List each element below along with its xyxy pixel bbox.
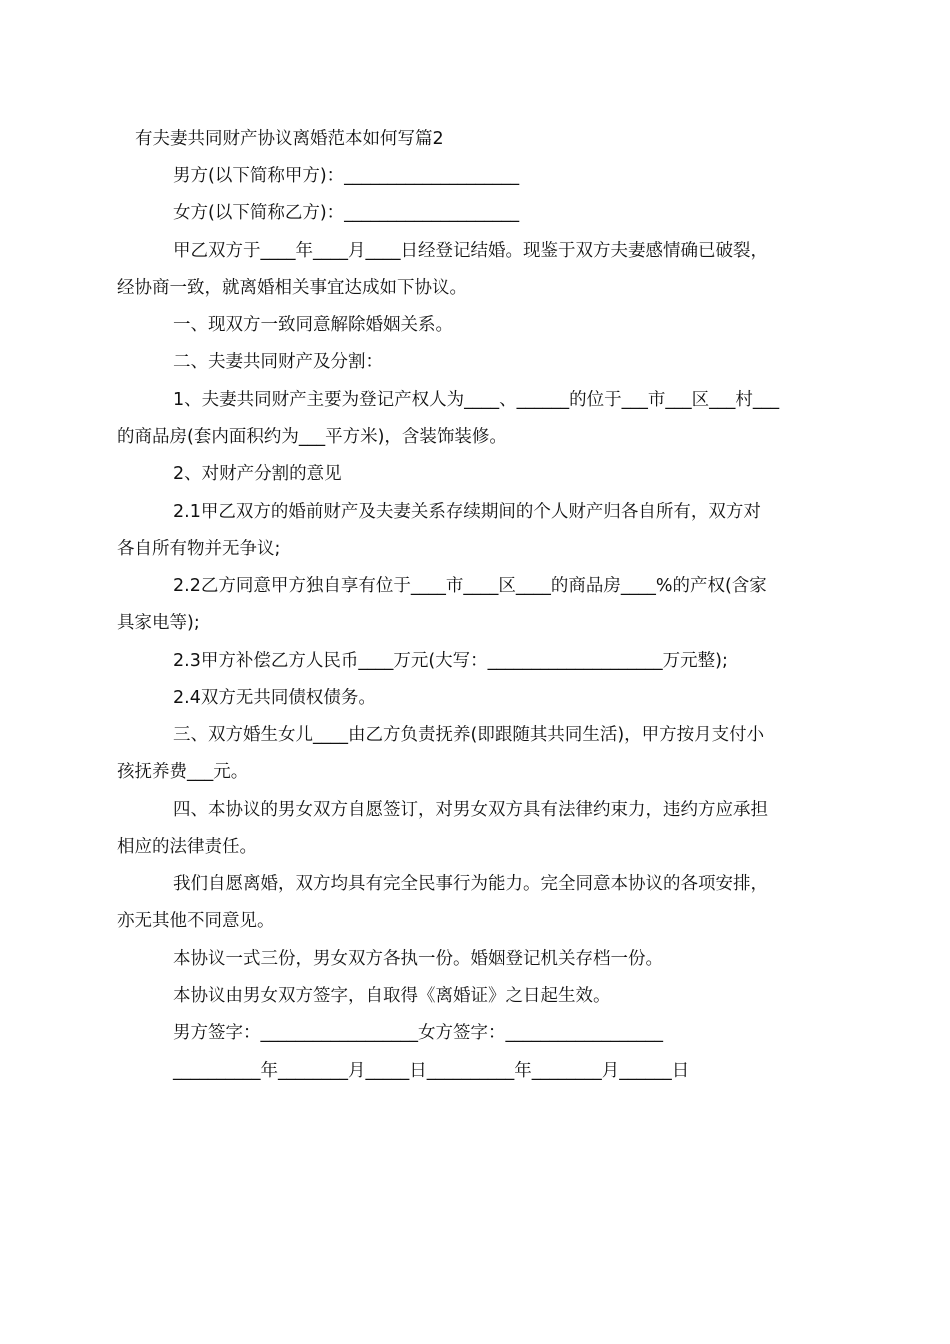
clause-one: 一、现双方一致同意解除婚姻关系。	[173, 315, 453, 335]
clause-four-line-1: 四、本协议的男女双方自愿签订，对男女双方具有法律约束力，违约方应承担	[173, 800, 768, 820]
clause-three-line-2: 孩抚养费___元。	[117, 762, 249, 782]
date-line: __________年________月_____日__________年________月______日	[173, 1061, 690, 1081]
item-2-1-line-2: 各自所有物并无争议;	[117, 539, 281, 559]
item-2-3: 2.3甲方补偿乙方人民币____万元(大写：____________________万元整);	[173, 651, 728, 671]
document-title: 有夫妻共同财产协议离婚范本如何写篇2	[135, 129, 444, 149]
item-2-2-line-2: 具家电等);	[117, 613, 200, 633]
copies-paragraph: 本协议一式三份，男女双方各执一份。婚姻登记机关存档一份。	[173, 949, 663, 969]
clause-three-line-1: 三、双方婚生女儿____由乙方负责抚养(即跟随其共同生活)，甲方按月支付小	[173, 725, 765, 745]
man-party-line: 男方(以下简称甲方)：____________________	[173, 166, 520, 186]
intro-paragraph-line-2: 经协商一致，就离婚相关事宜达成如下协议。	[117, 278, 467, 298]
item-1-line-1: 1、夫妻共同财产主要为登记产权人为____、______的位于___市___区___村___	[173, 390, 780, 410]
woman-party-line: 女方(以下简称乙方)：____________________	[173, 203, 520, 223]
clause-four-line-2: 相应的法律责任。	[117, 837, 257, 857]
item-2: 2、对财产分割的意见	[173, 464, 342, 484]
statement-line-1: 我们自愿离婚，双方均具有完全民事行为能力。完全同意本协议的各项安排，	[173, 874, 768, 894]
clause-two: 二、夫妻共同财产及分割：	[173, 352, 383, 372]
signature-line: 男方签字：__________________女方签字：__________________	[173, 1023, 663, 1043]
item-2-1-line-1: 2.1甲乙双方的婚前财产及夫妻关系存续期间的个人财产归各自所有，双方对	[173, 502, 761, 522]
intro-paragraph-line-1: 甲乙双方于____年____月____日经登记结婚。现鉴于双方夫妻感情确已破裂，	[173, 241, 768, 261]
effect-paragraph: 本协议由男女双方签字，自取得《离婚证》之日起生效。	[173, 986, 611, 1006]
item-2-4: 2.4双方无共同债权债务。	[173, 688, 376, 708]
item-2-2-line-1: 2.2乙方同意甲方独自享有位于____市____区____的商品房____%的产权(含家	[173, 576, 767, 596]
statement-line-2: 亦无其他不同意见。	[117, 911, 275, 931]
item-1-line-2: 的商品房(套内面积约为___平方米)，含装饰装修。	[117, 427, 507, 447]
